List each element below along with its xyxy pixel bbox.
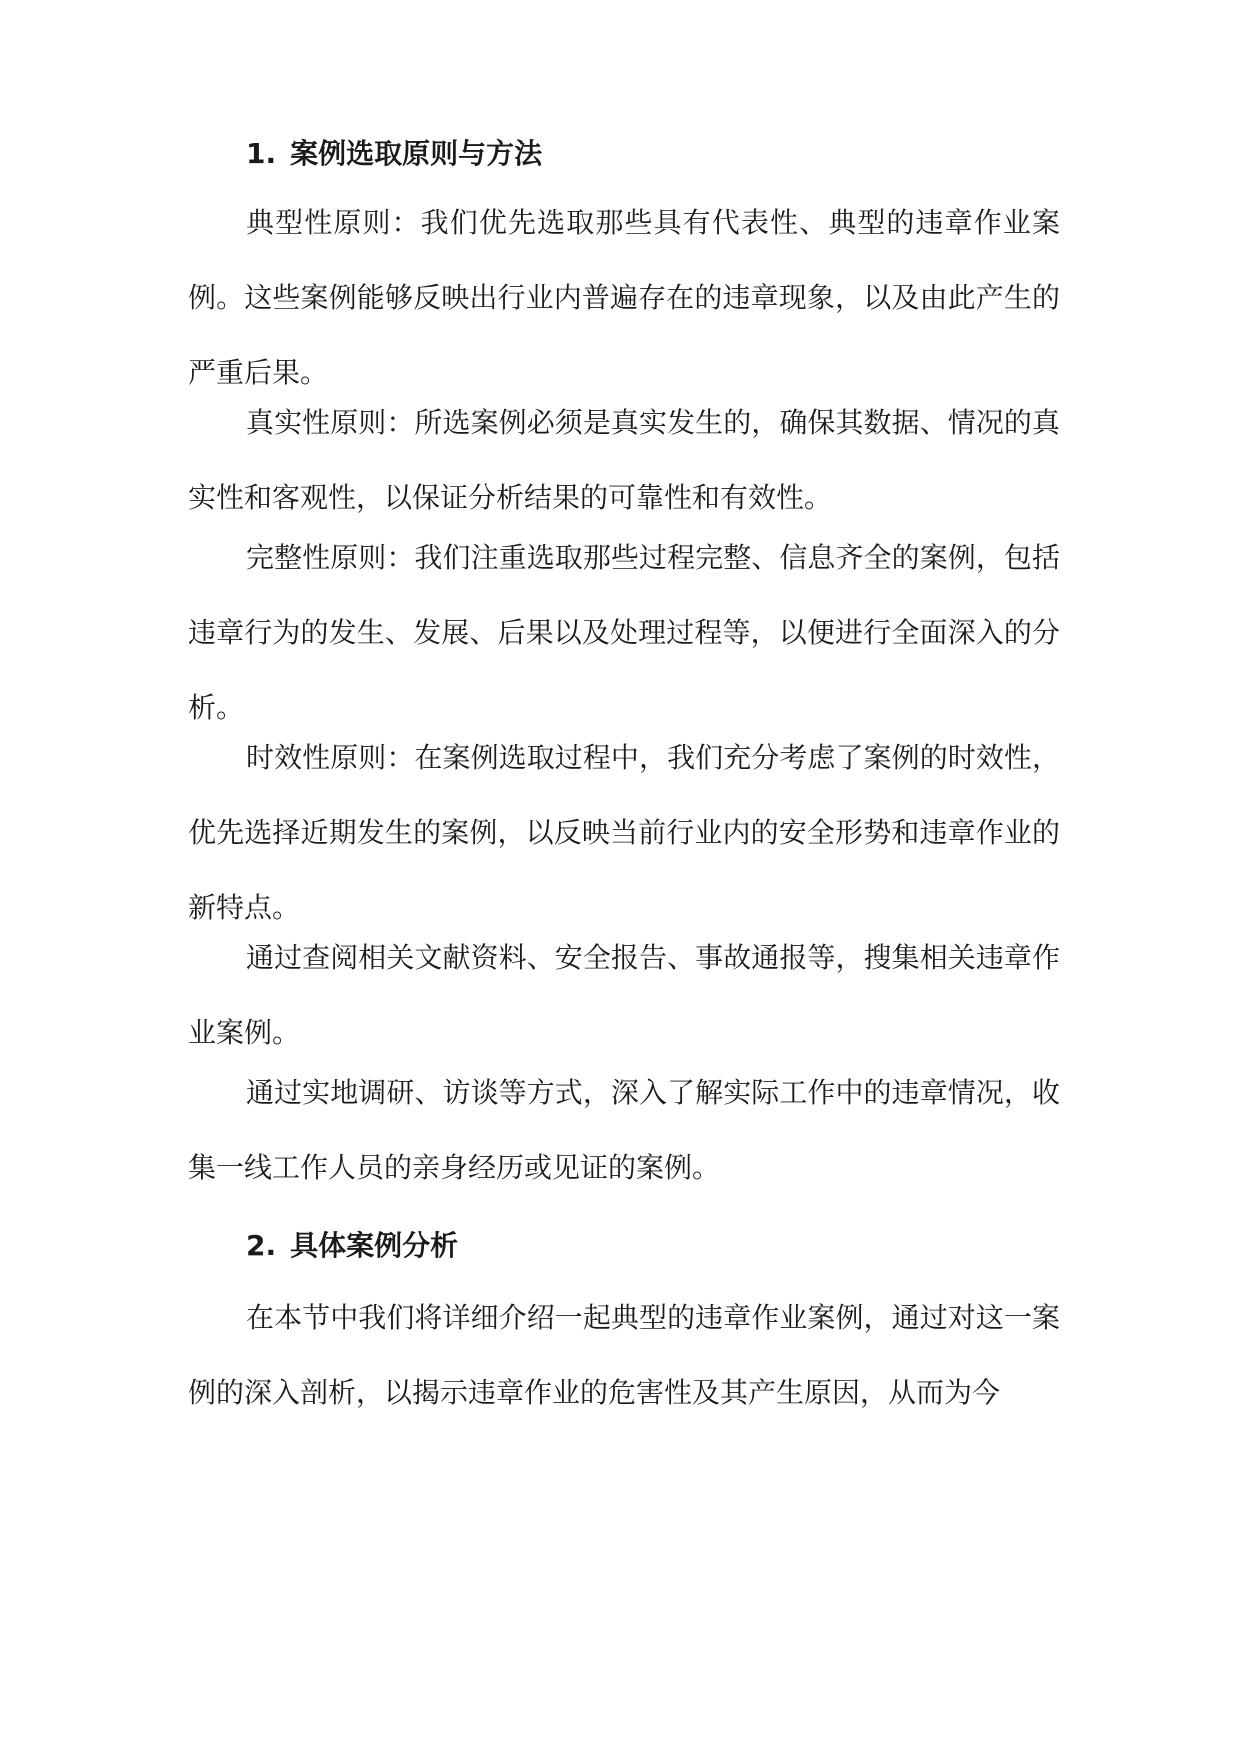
paragraph-typicality: 典型性原则：我们优先选取那些具有代表性、典型的违章作业案例。这些案例能够反映出行业内普遍存在的违章现象，以及由此产生的严重后果。 (188, 206, 1060, 389)
section-1-number: 1. (246, 137, 277, 170)
paragraph-fieldwork-method: 通过实地调研、访谈等方式，深入了解实际工作中的违章情况，收集一线工作人员的亲身经历或见证的案例。 (188, 1076, 1060, 1184)
paragraph-section-2-intro: 在本节中我们将详细介绍一起典型的违章作业案例，通过对这一案例的深入剖析，以揭示违章作业的危害性及其产生原因，从而为今 (188, 1301, 1060, 1409)
section-2-title: 具体案例分析 (290, 1229, 459, 1262)
section-1-title: 案例选取原则与方法 (290, 137, 543, 170)
section-1-heading (246, 134, 542, 174)
paragraph-authenticity: 真实性原则：所选案例必须是真实发生的，确保其数据、情况的真实性和客观性，以保证分析结果的可靠性和有效性。 (188, 406, 1060, 514)
section-2-number: 2. (246, 1229, 277, 1262)
paragraph-completeness: 完整性原则：我们注重选取那些过程完整、信息齐全的案例，包括违章行为的发生、发展、后果以及处理过程等，以便进行全面深入的分析。 (188, 541, 1060, 724)
paragraph-literature-method: 通过查阅相关文献资料、安全报告、事故通报等，搜集相关违章作业案例。 (188, 941, 1060, 1049)
paragraph-timeliness: 时效性原则：在案例选取过程中，我们充分考虑了案例的时效性，优先选择近期发生的案例，以反映当前行业内的安全形势和违章作业的新特点。 (188, 741, 1060, 924)
section-2-heading (246, 1226, 458, 1266)
